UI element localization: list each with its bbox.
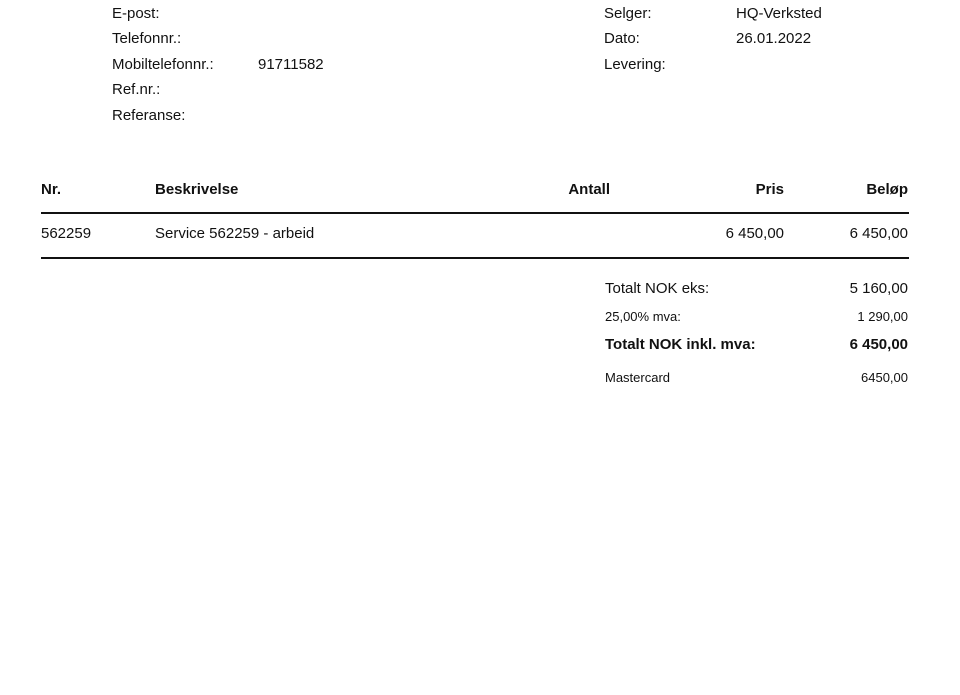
refnr-label: Ref.nr.:	[112, 81, 161, 98]
row-price: 6 450,00	[725, 225, 784, 242]
header-divider	[41, 212, 909, 214]
column-header-quantity: Antall	[568, 181, 610, 198]
email-label: E-post:	[112, 5, 160, 22]
date-label: Dato:	[604, 30, 640, 47]
mobile-label: Mobiltelefonnr.:	[112, 56, 214, 73]
subtotal-label: Totalt NOK eks:	[605, 280, 710, 297]
phone-label: Telefonnr.:	[112, 30, 182, 47]
payment-value: 6450,00	[861, 370, 908, 385]
mobile-value: 91711582	[258, 56, 324, 73]
column-header-nr: Nr.	[41, 181, 62, 198]
seller-value: HQ-Verksted	[736, 5, 822, 22]
delivery-label: Levering:	[604, 56, 666, 73]
column-header-amount: Beløp	[866, 181, 908, 198]
column-header-price: Pris	[755, 181, 784, 198]
reference-label: Referanse:	[112, 107, 186, 124]
row-amount: 6 450,00	[849, 225, 908, 242]
payment-method-label: Mastercard	[605, 370, 671, 385]
seller-label: Selger:	[604, 5, 652, 22]
vat-label: 25,00% mva:	[605, 309, 681, 324]
row-description: Service 562259 - arbeid	[155, 225, 315, 242]
column-header-description: Beskrivelse	[155, 181, 239, 198]
total-label: Totalt NOK inkl. mva:	[605, 336, 756, 353]
total-value: 6 450,00	[849, 336, 908, 353]
vat-value: 1 290,00	[857, 309, 908, 324]
subtotal-value: 5 160,00	[849, 280, 908, 297]
row-nr: 562259	[41, 225, 92, 242]
table-bottom-divider	[41, 257, 909, 259]
date-value: 26.01.2022	[736, 30, 812, 47]
